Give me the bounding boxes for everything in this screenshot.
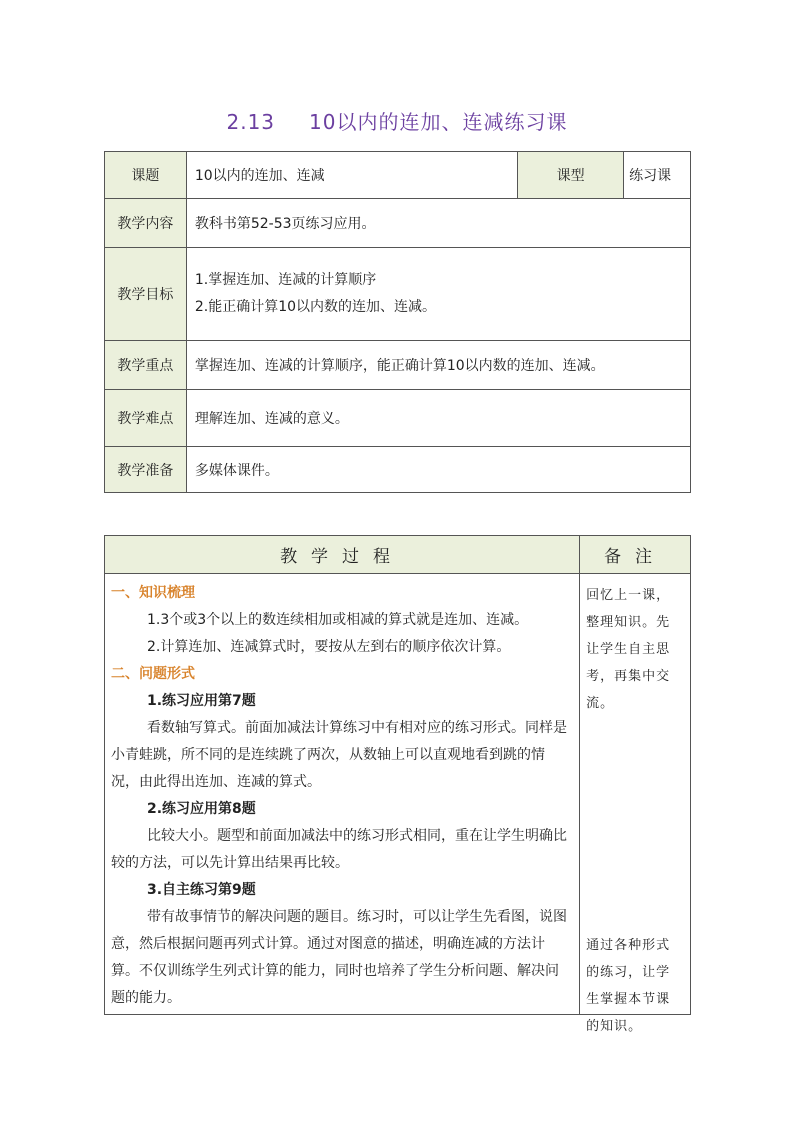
difficulty-label: 教学难点 xyxy=(105,390,187,447)
notes-content xyxy=(580,574,691,1034)
key-value: 掌握连加、连减的计算顺序，能正确计算10以内数的连加、连减。 xyxy=(186,341,690,390)
title-text: 10以内的连加、连减练习课 xyxy=(309,110,568,134)
process-body-row xyxy=(105,574,691,1015)
review-item: 1.3个或3个以上的数连续相加或相减的算式就是连加、连减。 xyxy=(147,612,529,628)
exercise-title: 1.练习应用第7题 xyxy=(147,693,256,709)
content-row xyxy=(105,199,691,248)
difficulty-value: 理解连加、连减的意义。 xyxy=(186,390,690,447)
exercise-title: 2.练习应用第8题 xyxy=(147,801,256,817)
process-header-row xyxy=(105,536,691,574)
exercise-text: 带有故事情节的解决问题的题目。练习时，可以让学生先看图，说图意，然后根据问题再列式计算。通过对图意的描述，明确连减的方法计算。不仅训练学生列式计算的能力，同时也培养了学生分析问题、解决问题的能力。 xyxy=(111,909,567,1006)
type-value: 练习课 xyxy=(624,152,691,199)
prep-row xyxy=(105,447,691,493)
key-row xyxy=(105,341,691,390)
content-value: 教科书第52-53页练习应用。 xyxy=(186,199,690,248)
key-label: 教学重点 xyxy=(105,341,187,390)
exercise-text: 比较大小。题型和前面加减法中的练习形式相同，重在让学生明确比较的方法，可以先计算出结果再比较。 xyxy=(111,828,567,871)
type-label: 课型 xyxy=(518,152,624,199)
exercise-title: 3.自主练习第9题 xyxy=(147,882,256,898)
page-title xyxy=(0,106,794,135)
lesson-info-table xyxy=(104,151,691,493)
topic-label: 课题 xyxy=(105,152,187,199)
notes-header: 备注 xyxy=(580,536,691,574)
note-review: 回忆上一课，整理知识。先让学生自主思考，再集中交流。 xyxy=(586,588,671,711)
section-number: 2.13 xyxy=(226,110,276,134)
note-practice: 通过各种形式的练习，让学生掌握本节课的知识。 xyxy=(586,938,671,1034)
difficulty-row xyxy=(105,390,691,447)
teaching-process-table xyxy=(104,535,691,1034)
topic-row xyxy=(105,152,691,199)
exercise-text: 看数轴写算式。前面加减法计算练习中有相对应的练习形式。同样是小青蛙跳，所不同的是连续跳了两次，从数轴上可以直观地看到跳的情况，由此得出连加、连减的算式。 xyxy=(111,720,567,790)
section-title-review: 一、知识梳理 xyxy=(111,585,195,601)
prep-label: 教学准备 xyxy=(105,447,187,493)
prep-value: 多媒体课件。 xyxy=(186,447,690,493)
review-item: 2.计算连加、连减算式时，要按从左到右的顺序依次计算。 xyxy=(147,639,511,655)
process-content xyxy=(105,574,580,1015)
goal-line: 1.掌握连加、连减的计算顺序 xyxy=(194,272,377,288)
content-label: 教学内容 xyxy=(105,199,187,248)
topic-value: 10以内的连加、连减 xyxy=(186,152,517,199)
goals-label: 教学目标 xyxy=(105,248,187,341)
section-title-problems: 二、问题形式 xyxy=(111,666,195,682)
goals-value xyxy=(186,248,690,341)
goals-row xyxy=(105,248,691,341)
process-header: 教学过程 xyxy=(105,536,580,574)
goal-line: 2.能正确计算10以内数的连加、连减。 xyxy=(194,299,437,315)
